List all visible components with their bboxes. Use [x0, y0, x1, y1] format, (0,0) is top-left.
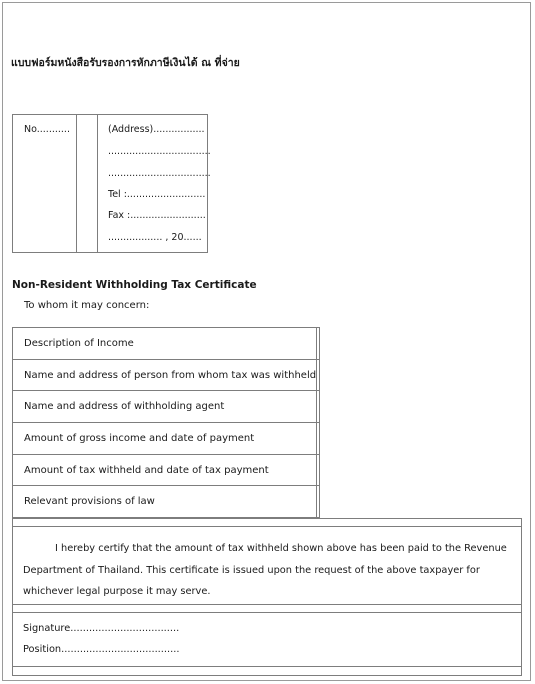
table-row [13, 454, 320, 486]
intro-text: To whom it may concern: [24, 300, 150, 311]
field-value-cell [317, 328, 320, 360]
signature-line: Signature................................... [23, 623, 180, 634]
cert-rule-bottom-1 [12, 666, 522, 667]
thai-form-title: แบบฟอร์มหนังสือรับรองการหักภาษีเงินได้ ณ ที่จ่าย [11, 57, 240, 69]
certification-box [12, 518, 522, 676]
date-line: .................. , 20...... [108, 232, 202, 243]
table-row [13, 359, 320, 391]
field-value-cell [317, 359, 320, 391]
fax-line: Fax :......................... [108, 210, 206, 221]
cert-rule-right [521, 518, 522, 676]
table-row [13, 486, 320, 518]
section-title: Non-Resident Withholding Tax Certificate [12, 279, 257, 291]
field-label: Name and address of person from whom tax was withheld [13, 359, 317, 391]
address-line-2: .................................. [108, 146, 211, 157]
field-value-cell [317, 423, 320, 455]
field-label: Amount of gross income and date of payment [13, 423, 317, 455]
address-line-3: .................................. [108, 168, 211, 179]
cert-rule-top [12, 518, 522, 519]
field-value-cell [317, 454, 320, 486]
position-line: Position...................................... [23, 644, 180, 655]
table-row [13, 391, 320, 423]
address-box-divider-2 [97, 115, 98, 252]
address-line-1: (Address)................. [108, 124, 205, 135]
table-row [13, 423, 320, 455]
certificate-number: No........... [24, 124, 70, 135]
address-box [12, 114, 211, 253]
cert-rule-mid-2 [12, 612, 522, 613]
table-row [13, 328, 320, 360]
field-label: Amount of tax withheld and date of tax payment [13, 454, 317, 486]
address-box-divider-1 [76, 115, 77, 252]
field-value-cell [317, 486, 320, 518]
certificate-fields-table [12, 327, 320, 518]
cert-rule-mid-1 [12, 604, 522, 605]
cert-rule-left [12, 518, 13, 676]
field-label: Relevant provisions of law [13, 486, 317, 518]
certification-text: I hereby certify that the amount of tax withheld shown above has been paid to the Revenue Department of Thailand. This certificate is issued upon the request of the above taxpayer for whichever legal purpose it may serve. [23, 543, 507, 597]
field-label: Description of Income [13, 328, 317, 360]
cert-rule-bottom-2 [12, 675, 522, 676]
cert-rule-inner-top [12, 526, 522, 527]
certification-statement [23, 538, 513, 603]
tel-line: Tel :.......................... [108, 189, 206, 200]
field-label: Name and address of withholding agent [13, 391, 317, 423]
field-value-cell [317, 391, 320, 423]
